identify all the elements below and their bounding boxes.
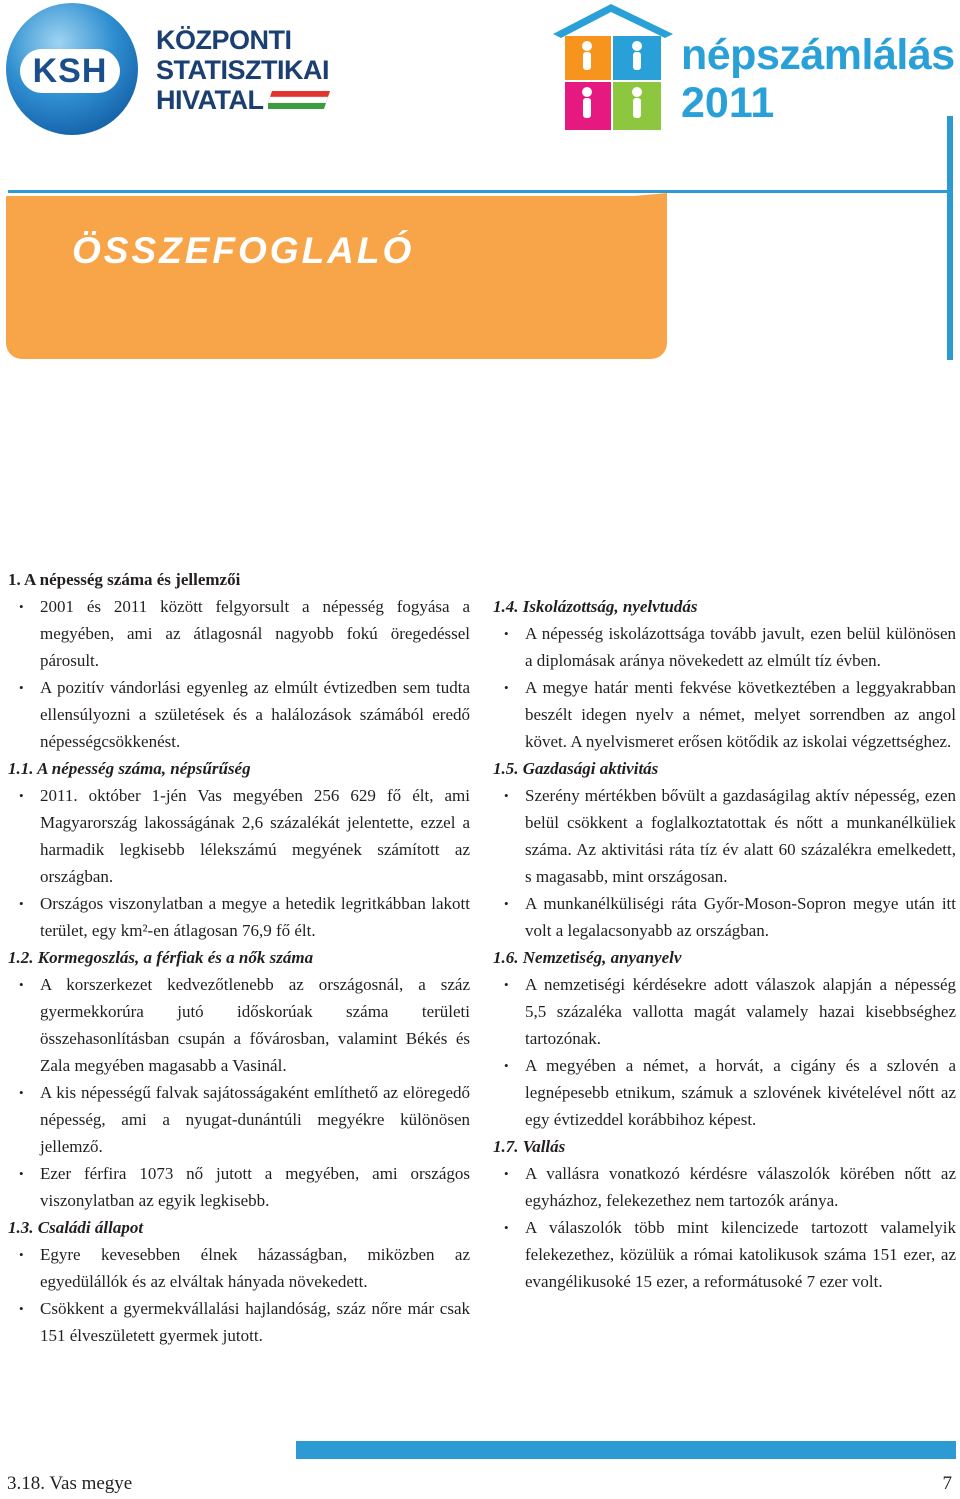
header-side-bar [947,116,953,360]
section-1-2-list [8,971,470,1214]
title-box [6,200,667,359]
page-title: ÖSSZEFOGLALÓ [72,230,415,271]
list-item: • 2001 és 2011 között felgyorsult a népesség fogyása a megyében, ami az átlagosnál nagyobb fokú öregedéssel párosult. [8,593,470,674]
section-1-7-list [493,1160,956,1295]
section-1-2-heading: 1.2. Kormegoszlás, a férfiak és a nők száma [8,948,314,967]
ksh-line-3: HIVATAL [156,85,264,115]
census-house-icon [553,4,675,134]
list-item: • A válaszolók több mint kilencizede tartozott valamelyik felekezethez, közülük a római katolikusok száma 151 ezer, az evangélikusoké 15 ezer, a reformátusoké 7 ezer volt. [493,1214,956,1295]
page-number: 7 [942,1473,952,1494]
list-item: • Országos viszonylatban a megye a hetedik legritkábban lakott terület, egy km²-en átlagosan 76,9 fő élt. [8,890,470,944]
list-item: • A vallásra vonatkozó kérdésre válaszolók körében nőtt az egyházhoz, felekezethez nem tartozók aránya. [493,1160,956,1214]
section-1-3-list [8,1241,470,1349]
footer-section-label: 3.18. Vas megye [7,1473,133,1494]
list-item: • Ezer férfira 1073 nő jutott a megyében, ami országos viszonylatban az egyik legkisebb. [8,1160,470,1214]
list-item: • A megye határ menti fekvése következtében a leggyakrabban beszélt idegen nyelv a német, melyet sorrendben az angol követ. A nyelvismeret erősen kötődik az iskolai végzettséghez. [493,674,956,755]
section-1-list [8,593,470,755]
list-item: • A munkanélküliségi ráta Győr-Moson-Sopron megye után itt volt a legalacsonyabb az országban. [493,890,956,944]
ksh-line-1: KÖZPONTI [156,25,292,55]
ksh-logo [6,3,336,135]
ksh-globe-icon [6,3,138,135]
section-1-5-heading: 1.5. Gazdasági aktivitás [493,759,659,778]
ksh-abbrev: KSH [20,49,120,93]
section-1-4-heading: 1.4. Iskolázottság, nyelvtudás [493,597,698,616]
footer-bar [296,1441,956,1459]
section-1-5-list [493,782,956,944]
list-item: • A korszerkezet kedvezőtlenebb az országosnál, a száz gyermekkorúra jutó időskorúak száma területi összehasonlításban csupán a fővárosban, valamint Békés és Zala megyében magasabb a Vasinál. [8,971,470,1079]
header-divider [8,190,948,193]
section-1-3-heading: 1.3. Családi állapot [8,1218,144,1237]
section-1-4-list [493,620,956,755]
census-year: 2011 [681,79,775,127]
list-item: • Egyre kevesebben élnek házasságban, miközben az egyedülállók és az elváltak hányada növekedett. [8,1241,470,1295]
list-item: • A kis népességű falvak sajátosságaként említhető az elöregedő népesség, ami a nyugat-dunántúli megyékre különösen jellemző. [8,1079,470,1160]
list-item: • A nemzetiségi kérdésekre adott válaszok alapján a népesség 5,5 százaléka vallotta magát valamely hazai kisebbséghez tartozónak. [493,971,956,1052]
list-item: • Szerény mértékben bővült a gazdaságilag aktív népesség, ezen belül csökkent a foglalkoztatottak és nőtt a munkanélküliek száma. Az aktivitási ráta tíz év alatt 60 százalékra emelkedett, s magasabb, mint országosan. [493,782,956,890]
list-item: • 2011. október 1-jén Vas megyében 256 629 fő élt, ami Magyarország lakosságának 2,6 százalékát jelentette, ezzel a harmadik legkisebb lélekszámú megyének számított az országban. [8,782,470,890]
list-item: • A megyében a német, a horvát, a cigány és a szlovén a legnépesebb etnikum, számuk a szlovének kivételével nőtt az egy évtizeddel korábbihoz képest. [493,1052,956,1133]
census-title: népszámlálás [681,31,955,79]
section-1-7-heading: 1.7. Vallás [493,1137,566,1156]
section-1-6-heading: 1.6. Nemzetiség, anyanyelv [493,948,682,967]
left-column [8,566,470,1349]
list-item: • A népesség iskolázottsága tovább javult, ezen belül különösen a diplomásak aránya növekedett az elmúlt tíz évben. [493,620,956,674]
section-1-6-list [493,971,956,1133]
hungarian-flag-stripes-icon [268,91,330,109]
ksh-line-2: STATISZTIKAI [156,55,329,85]
list-item: • Csökkent a gyermekvállalási hajlandóság, száz nőre már csak 151 élveszületett gyermek jutott. [8,1295,470,1349]
section-1-1-list [8,782,470,944]
right-column [493,593,956,1295]
list-item: • A pozitív vándorlási egyenleg az elmúlt évtizedben sem tudta ellensúlyozni a születések és a halálozások számából eredő népességcsökkenést. [8,674,470,755]
section-1-1-heading: 1.1. A népesség száma, népsűrűség [8,759,251,778]
section-1-heading: 1. A népesség száma és jellemzői [8,570,241,589]
census-logo [553,4,958,134]
